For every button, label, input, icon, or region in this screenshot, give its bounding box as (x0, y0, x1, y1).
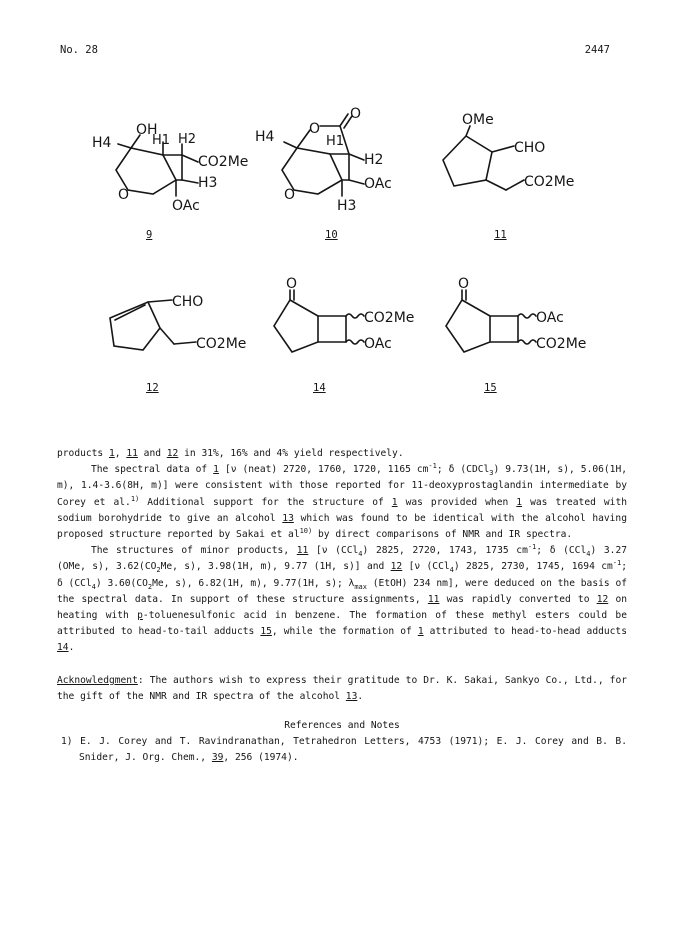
label-h4: H4 (255, 129, 275, 145)
label-ring-oxygen: O (284, 187, 296, 203)
label-co2me: CO2Me (536, 336, 587, 352)
compound-number-11: 11 (494, 229, 507, 241)
structure-15 (434, 278, 624, 378)
article-body (57, 446, 627, 767)
label-ome: OMe (462, 112, 494, 128)
label-oac: OAc (172, 198, 200, 214)
reference-1: 1) E. J. Corey and T. Ravindranathan, Tetrahedron Letters, 4753 (1971); E. J. Corey and B. B. Snider, J. Org. Chem., 39, 256 (1974). (61, 736, 627, 764)
compound-number-12: 12 (146, 382, 159, 394)
label-h2: H2 (364, 152, 384, 168)
label-h2: H2 (178, 132, 197, 147)
label-lactone-oxygen: O (309, 121, 321, 137)
label-co2me: CO2Me (364, 310, 415, 326)
label-h4: H4 (92, 135, 112, 151)
paragraph-yields: products 1, 11 and 12 in 31%, 16% and 4% yield respectively. (57, 448, 404, 459)
label-h3: H3 (198, 175, 218, 191)
label-oac: OAc (536, 310, 564, 326)
label-oac: OAc (364, 176, 392, 192)
label-co2me: CO2Me (524, 174, 575, 190)
label-carbonyl-oxygen: O (350, 106, 362, 122)
label-ketone-oxygen: O (458, 276, 470, 292)
label-co2me: CO2Me (196, 336, 247, 352)
journal-issue: No. 28 (60, 44, 98, 56)
structure-10 (252, 108, 432, 218)
compound-number-15: 15 (484, 382, 497, 394)
label-cho: CHO (514, 140, 546, 156)
structure-11 (428, 108, 618, 218)
label-ring-oxygen: O (118, 187, 130, 203)
compound-number-10: 10 (325, 229, 338, 241)
label-h1: H1 (326, 134, 345, 149)
label-co2me: CO2Me (198, 154, 249, 170)
structure-12 (88, 278, 268, 378)
page-number: 2447 (584, 44, 610, 56)
compound-number-14: 14 (313, 382, 326, 394)
acknowledgment: Acknowledgment: The authors wish to express their gratitude to Dr. K. Sakai, Sankyo Co., Ltd., for the gift of the NMR and IR spectra of the alcohol 13. (57, 674, 627, 702)
label-oac: OAc (364, 336, 392, 352)
label-cho: CHO (172, 294, 204, 310)
label-ketone-oxygen: O (286, 276, 298, 292)
references-heading: References and Notes (284, 720, 400, 732)
label-h3: H3 (337, 198, 357, 214)
structure-9 (88, 110, 268, 220)
paragraph-spectral-data: The spectral data of 1 [ν (neat) 2720, 1760, 1720, 1165 $cm^{-1}$; δ (CDCl$_3$) 9.73(1H, s), 5.06(1H, m), 1.4-3.6(8H, m)] were consistent with those reported for 11-deoxyprostaglandin intermediate by Corey et al.$^{1)}$ Additional support for the structure of 1 was provided when 1 was treated with sodium borohydride to give an alcohol 13 which was found to be identical with the alcohol having proposed structure reported by Sakai et $al^{10)}$ by direct comparisons of NMR and IR spectra. (57, 462, 628, 541)
compound-number-9: 9 (146, 229, 153, 241)
label-h1: H1 (152, 133, 171, 148)
paragraph-minor-products: The structures of minor products, 11 [ν (CCl$_4$) 2825, 2720, 1743, 1735 $cm^{-1}$; δ (CCl$_4$) 3.27 (OMe, s), $3.62(CO_2Me$, s), 3.98(1H, m), 9.77 (1H, s)] and 12 [ν (CCl$_4$) 2825, 2730, 1745, 1694 $cm^{-1}$; δ (CCl$_4$) $3.60(CO_2Me$, s), 6.82(1H, m), 9.77(1H, s); $\lambda_{max}$ (EtOH) 234 nm], were deduced on the basis of the spectral data. In support of these structure assignments, 11 was rapidly converted to 12 on heating with p-toluenesulfonic acid in benzene. The formation of these methyl esters could be attributed to head-to-tail adducts 15, while the formation of 1 attributed to head-to-head adducts 14. (57, 543, 627, 654)
label-oh: OH (136, 122, 158, 138)
structure-14 (262, 278, 452, 378)
